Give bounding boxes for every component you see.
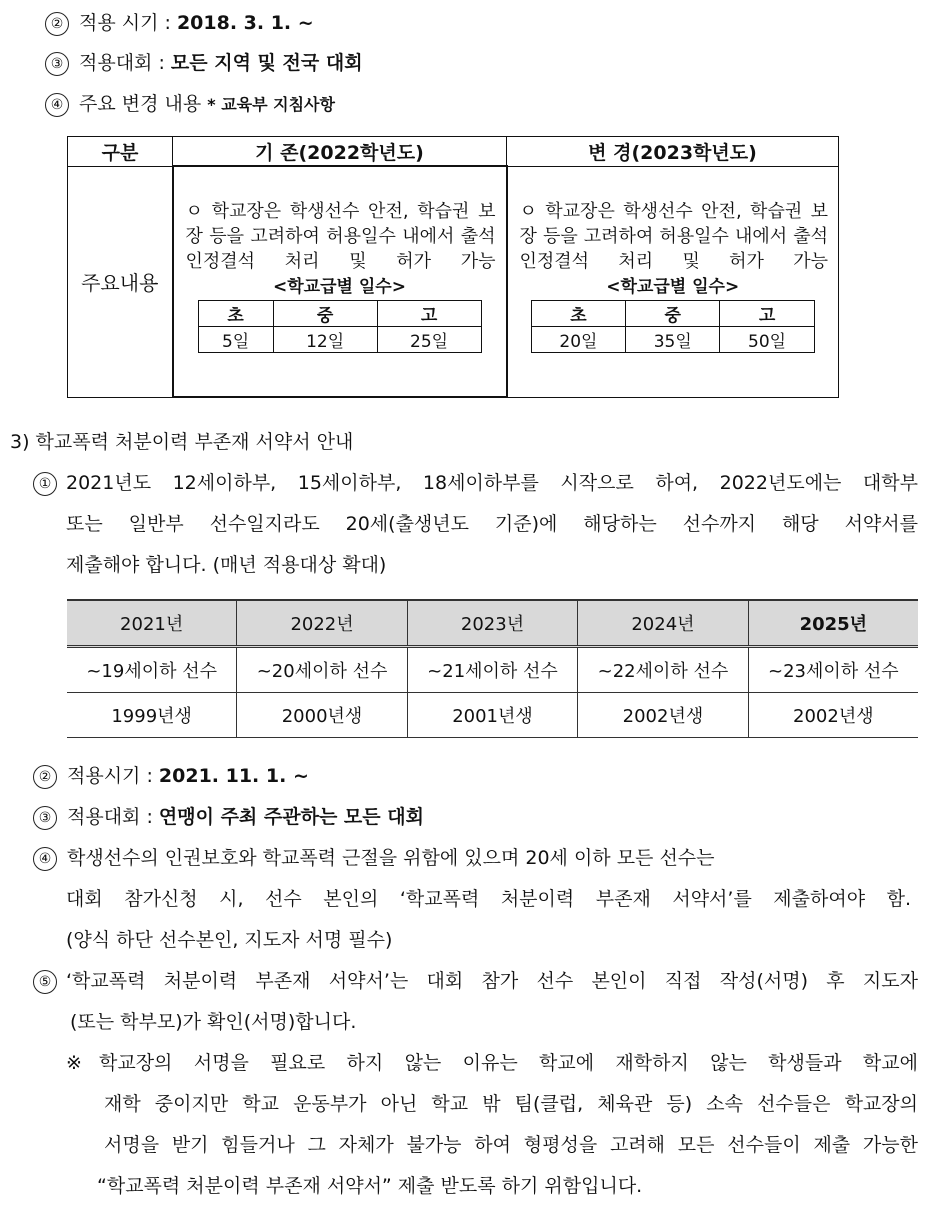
age-cell: ~23세이하 선수 (748, 647, 918, 693)
days-middle: 12일 (273, 327, 377, 353)
note-line-2 (104, 1090, 918, 1118)
level-middle: 중 (626, 300, 720, 326)
label: 적용 시기 : (79, 12, 177, 34)
days-elementary: 5일 (198, 327, 273, 353)
circled-number: ③ (45, 52, 69, 76)
level-elementary: 초 (198, 301, 273, 327)
text: 대회 참가신청 시, 선수 본인의 ‘학교폭력 처분이력 부존재 서약서’를 제출하여야 함. (66, 888, 911, 910)
year-cell: 2025년 (748, 600, 918, 647)
text: 서명을 받기 힘들거나 그 자체가 불가능 하여 형평성을 고려해 모든 선수들이 제출 가능한 (104, 1134, 918, 1156)
before-days-table (198, 300, 482, 353)
birth-row (67, 693, 918, 738)
s3-item-3 (33, 803, 424, 831)
text: 학교장의 서명을 필요로 하지 않는 이유는 학교에 재학하지 않는 학생들과 학교에 (99, 1052, 918, 1074)
s3-item-5-line-2: (또는 학부모)가 확인(서명)합니다. (70, 1011, 357, 1033)
age-cell: ~21세이하 선수 (407, 647, 577, 693)
s3-item-1-line-3: 제출해야 합니다. (매년 적용대상 확대) (66, 554, 387, 576)
after-header: 변 경(2023학년도) (507, 137, 839, 167)
value: 모든 지역 및 전국 대회 (170, 52, 363, 74)
note-mark: ※ (66, 1052, 82, 1074)
circled-number: ④ (33, 847, 57, 871)
top-item-4 (45, 90, 335, 119)
text: ‘학교폭력 처분이력 부존재 서약서’는 대회 참가 선수 본인이 직접 작성(서명) 후 지도자 (66, 970, 918, 992)
value: 2021. 11. 1. ~ (158, 765, 309, 787)
age-cell: ~19세이하 선수 (67, 647, 237, 693)
before-subtitle: <학교급별 일수> (273, 277, 406, 297)
age-row (67, 647, 918, 693)
s3-item-2 (33, 762, 309, 790)
age-cell: ~20세이하 선수 (237, 647, 407, 693)
label: 적용대회 : (79, 52, 171, 74)
value: 연맹이 주최 주관하는 모든 대회 (158, 806, 424, 828)
section-3-title: 3) 학교폭력 처분이력 부존재 서약서 안내 (10, 431, 354, 453)
before-cell (173, 166, 507, 397)
after-cell (507, 166, 839, 397)
days-elementary: 20일 (531, 326, 625, 352)
s3-item-1-line-1 (66, 469, 918, 497)
birth-cell: 2002년생 (748, 693, 918, 738)
label: 주요 변경 내용 (79, 93, 208, 115)
s3-item-1-line-2 (66, 510, 918, 538)
after-days-table (531, 300, 815, 353)
note: * 교육부 지침사항 (207, 95, 335, 114)
value: 2018. 3. 1. ~ (176, 12, 314, 34)
s3-item-5-line-1 (66, 967, 918, 995)
birth-cell: 1999년생 (67, 693, 237, 738)
after-subtitle: <학교급별 일수> (606, 276, 740, 297)
year-cell: 2022년 (237, 600, 407, 647)
level-high: 고 (720, 300, 814, 326)
circled-number: ③ (33, 806, 57, 830)
year-cell: 2024년 (578, 600, 748, 647)
top-item-2 (45, 9, 314, 37)
year-cell: 2023년 (407, 600, 577, 647)
s3-item-4-line-1 (33, 844, 715, 872)
note-line-1 (99, 1049, 918, 1077)
before-header: 기 존(2022학년도) (173, 137, 507, 167)
note-line-3 (104, 1131, 918, 1159)
row-header: 주요내용 (68, 166, 173, 397)
circled-number: ① (33, 472, 57, 496)
s3-item-4-line-3: (양식 하단 선수본인, 지도자 서명 필수) (66, 929, 393, 951)
note-line-4: “학교폭력 처분이력 부존재 서약서” 제출 받도록 하기 위함입니다. (97, 1175, 643, 1197)
label: 적용대회 : (67, 806, 159, 828)
circled-number: ② (33, 765, 57, 789)
days-high: 50일 (720, 326, 814, 352)
birth-cell: 2001년생 (407, 693, 577, 738)
year-row (67, 600, 918, 647)
birth-cell: 2002년생 (578, 693, 748, 738)
circled-number: ② (45, 12, 69, 36)
text: 또는 일반부 선수일지라도 20세(출생년도 기준)에 해당하는 선수까지 해당 서약서를 (66, 513, 918, 535)
days-middle: 35일 (626, 326, 720, 352)
level-high: 고 (377, 301, 481, 327)
year-cell: 2021년 (67, 600, 237, 647)
col-header: 구분 (68, 137, 173, 167)
comparison-table (67, 136, 839, 398)
circled-number: ⑤ (33, 970, 57, 994)
top-item-3 (45, 49, 363, 77)
after-text: ㅇ 학교장은 학생선수 안전, 학습권 보장 등을 고려하여 허용일수 내에서 출석인정결석 처리 및 허가 가능 (519, 200, 828, 272)
text: 학생선수의 인권보호와 학교폭력 근절을 위함에 있으며 20세 이하 모든 선수는 (67, 847, 715, 869)
level-middle: 중 (273, 301, 377, 327)
circled-number: ④ (45, 93, 69, 117)
days-high: 25일 (377, 327, 481, 353)
year-table (67, 599, 918, 738)
s3-item-5-num (33, 967, 67, 995)
s3-item-4-line-2 (66, 885, 911, 913)
birth-cell: 2000년생 (237, 693, 407, 738)
before-text: ㅇ 학교장은 학생선수 안전, 학습권 보장 등을 고려하여 허용일수 내에서 출석인정결석 처리 및 허가 가능 (185, 201, 496, 272)
level-elementary: 초 (531, 300, 625, 326)
text: 재학 중이지만 학교 운동부가 아닌 학교 밖 팀(클럽, 체육관 등) 소속 선수들은 학교장의 (104, 1093, 918, 1115)
s3-item-1-num (33, 469, 67, 497)
label: 적용시기 : (67, 765, 159, 787)
text: 2021년도 12세이하부, 15세이하부, 18세이하부를 시작으로 하여, 2022년도에는 대학부 (66, 472, 918, 494)
age-cell: ~22세이하 선수 (578, 647, 748, 693)
